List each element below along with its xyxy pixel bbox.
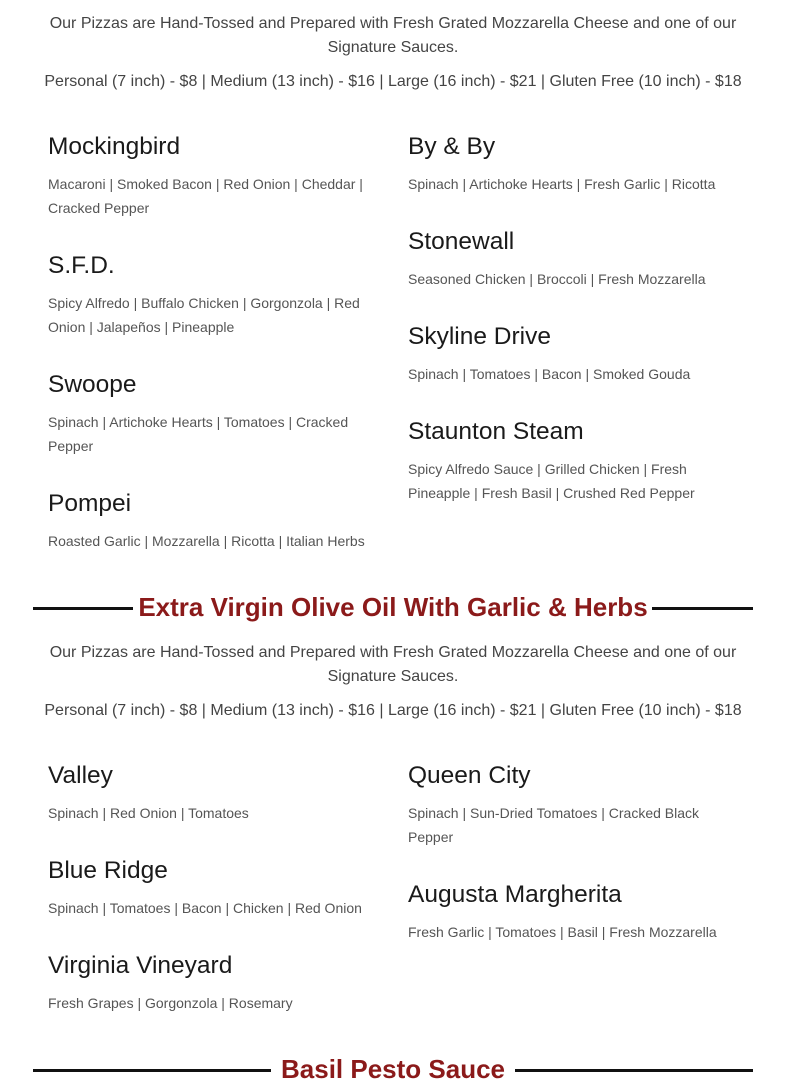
pizza-item <box>48 489 378 553</box>
pizza-item <box>408 132 738 196</box>
section2-prices: Personal (7 inch) - $8 | Medium (13 inch) - $16 | Large (16 inch) - $21 | Gluten Free (10 inch) - $18 <box>44 702 742 719</box>
pizza-name: Valley <box>48 762 113 789</box>
pizza-ingredients: Fresh Garlic | Tomatoes | Basil | Fresh Mozzarella <box>408 924 717 940</box>
pizza-name: Mockingbird <box>48 133 181 160</box>
pizza-item <box>48 761 378 825</box>
pizza-name: Blue Ridge <box>48 857 168 884</box>
pizza-name: By & By <box>408 133 496 160</box>
pizza-ingredients: Fresh Grapes | Gorgonzola | Rosemary <box>48 995 293 1011</box>
pizza-ingredients: Macaroni | Smoked Bacon | Red Onion | Cheddar | Cracked Pepper <box>48 176 363 216</box>
pizza-item <box>48 370 368 458</box>
pizza-ingredients: Spinach | Artichoke Hearts | Tomatoes | Cracked Pepper <box>48 414 349 454</box>
pizza-ingredients: Seasoned Chicken | Broccoli | Fresh Mozzarella <box>408 271 706 287</box>
pizza-name: S.F.D. <box>48 252 115 279</box>
pizza-name: Augusta Margherita <box>408 881 622 908</box>
pizza-ingredients: Spicy Alfredo Sauce | Grilled Chicken | Fresh Pineapple | Fresh Basil | Crushed Red Pepper <box>408 461 695 501</box>
pizza-ingredients: Spinach | Red Onion | Tomatoes <box>48 805 249 821</box>
pizza-item <box>408 322 738 386</box>
pizza-name: Virginia Vineyard <box>48 952 233 979</box>
section1-intro: Our Pizzas are Hand-Tossed and Prepared with Fresh Grated Mozzarella Cheese and one of our Signature Sauces. <box>49 15 737 56</box>
pizza-item <box>48 132 368 220</box>
section1-prices: Personal (7 inch) - $8 | Medium (13 inch) - $16 | Large (16 inch) - $21 | Gluten Free (10 inch) - $18 <box>44 73 742 90</box>
pizza-ingredients: Spinach | Tomatoes | Bacon | Chicken | Red Onion <box>48 900 362 916</box>
pizza-item <box>48 251 368 339</box>
pizza-ingredients: Spinach | Artichoke Hearts | Fresh Garlic | Ricotta <box>408 176 716 192</box>
pizza-name: Queen City <box>408 762 531 789</box>
pizza-ingredients: Spicy Alfredo | Buffalo Chicken | Gorgonzola | Red Onion | Jalapeños | Pineapple <box>48 295 360 335</box>
pizza-item <box>408 227 738 291</box>
pizza-item <box>408 880 738 944</box>
section-heading-basil-pesto <box>33 1049 753 1088</box>
pizza-ingredients: Spinach | Tomatoes | Bacon | Smoked Gouda <box>408 366 691 382</box>
section-title: Extra Virgin Olive Oil With Garlic & Herbs <box>138 592 648 622</box>
pizza-ingredients: Spinach | Sun-Dried Tomatoes | Cracked Black Pepper <box>408 805 700 845</box>
pizza-ingredients: Roasted Garlic | Mozzarella | Ricotta | Italian Herbs <box>48 533 365 549</box>
section-heading-olive-oil <box>33 587 753 627</box>
pizza-name: Staunton Steam <box>408 418 584 445</box>
pizza-name: Swoope <box>48 371 137 398</box>
pizza-name: Pompei <box>48 490 132 517</box>
pizza-item <box>48 951 378 1015</box>
section2-intro: Our Pizzas are Hand-Tossed and Prepared with Fresh Grated Mozzarella Cheese and one of our Signature Sauces. <box>49 644 737 685</box>
pizza-name: Stonewall <box>408 228 515 255</box>
pizza-item <box>408 761 718 849</box>
pizza-item <box>408 417 708 505</box>
section-title: Basil Pesto Sauce <box>281 1054 505 1084</box>
pizza-item <box>48 856 378 920</box>
pizza-name: Skyline Drive <box>408 323 551 350</box>
